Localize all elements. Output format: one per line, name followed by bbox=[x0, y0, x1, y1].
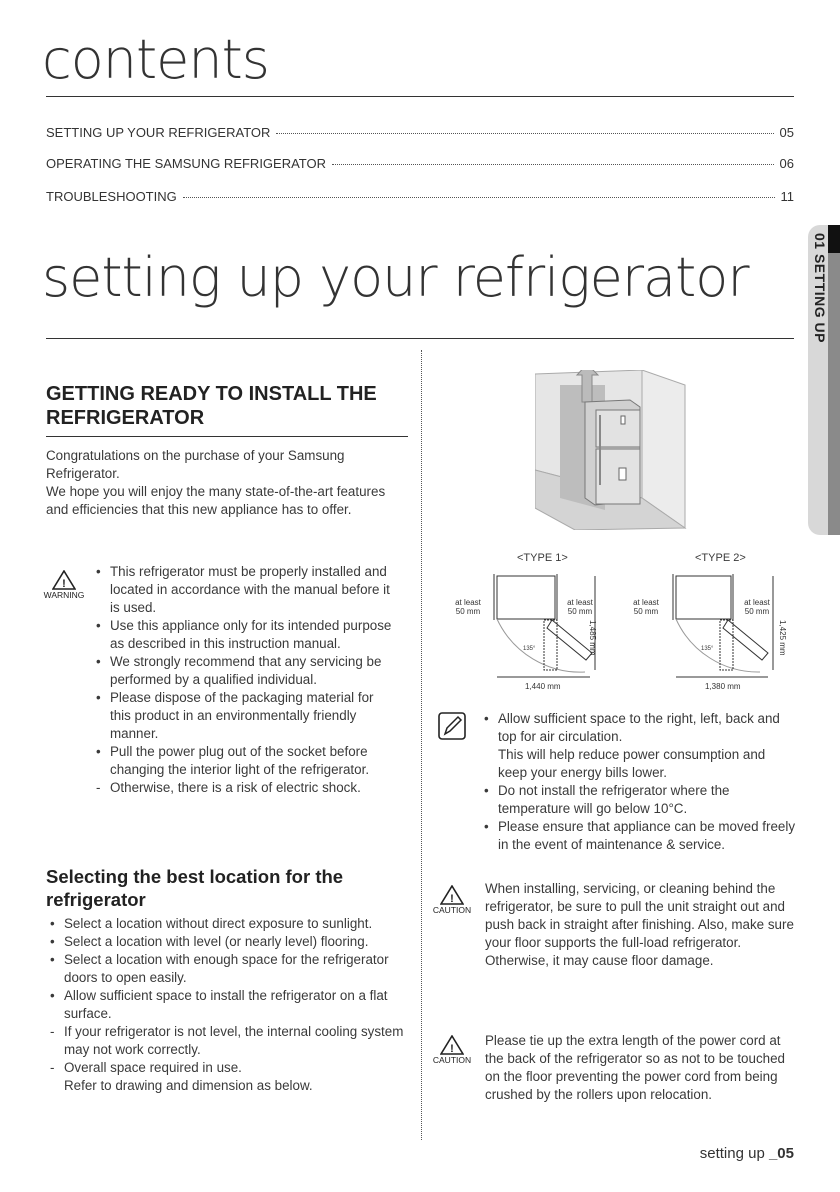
svg-text:!: ! bbox=[450, 893, 454, 905]
toc-page: 11 bbox=[780, 189, 794, 204]
warning-note: - Otherwise, there is a risk of electric shock. bbox=[92, 779, 392, 797]
type2-right-clearance: at least 50 mm bbox=[744, 598, 770, 616]
type1-width: 1,440 mm bbox=[525, 682, 561, 691]
column-divider bbox=[421, 350, 422, 1140]
note-item: • Do not install the refrigerator where the temperature will go below 10°C. bbox=[480, 782, 795, 818]
note-item: • Please ensure that appliance can be moved freely in the event of maintenance & service. bbox=[480, 818, 795, 854]
type2-left-clearance: at least 50 mm bbox=[633, 598, 659, 616]
type1-angle: 135° bbox=[523, 646, 536, 652]
note-item: • Allow sufficient space to the right, left, back and top for air circulation. bbox=[480, 710, 795, 746]
type2-width: 1,380 mm bbox=[705, 682, 741, 691]
location-item: • Select a location with enough space for the refrigerator doors to open easily. bbox=[46, 951, 408, 987]
location-item: • Allow sufficient space to install the refrigerator on a flat surface. bbox=[46, 987, 408, 1023]
note-extra: This will help reduce power consumption and keep your energy bills lower. bbox=[498, 747, 766, 780]
side-tab-label: 01 SETTING UP bbox=[812, 233, 828, 343]
type1-height: 1,485 mm bbox=[588, 620, 597, 656]
warning-item: • Please dispose of the packaging material for this product in an environmentally friendly manner. bbox=[92, 689, 392, 743]
page-footer bbox=[700, 1145, 794, 1162]
toc-label: TROUBLESHOOTING bbox=[46, 189, 177, 204]
warning-label: WARNING bbox=[43, 590, 85, 600]
warning-item: • We strongly recommend that any servicing be performed by a qualified individual. bbox=[92, 653, 392, 689]
caution-icon bbox=[430, 885, 474, 915]
caution-label: CAUTION bbox=[432, 905, 472, 915]
type2-title: <TYPE 2> bbox=[695, 552, 746, 564]
type1-left-clearance: at least 50 mm bbox=[455, 598, 481, 616]
clearance-diagrams bbox=[420, 540, 840, 700]
location-heading: Selecting the best location for the refrigerator bbox=[46, 866, 344, 910]
type1-title: <TYPE 1> bbox=[517, 552, 568, 564]
caution-text: When installing, servicing, or cleaning behind the refrigerator, be sure to pull the unit straight out and push back in straight after finishing. Also, make sure your floor supports the full-load refrigerator. bbox=[485, 881, 794, 950]
section-title: setting up your refrigerator bbox=[42, 246, 749, 309]
svg-text:!: ! bbox=[450, 1043, 454, 1055]
warning-item: • Use this appliance only for its intended purpose as described in this instruction manual. bbox=[92, 617, 392, 653]
caution-extra: Otherwise, it may cause floor damage. bbox=[485, 953, 714, 968]
location-note: - Overall space required in use. bbox=[46, 1059, 408, 1077]
fridge-illustration bbox=[535, 370, 695, 530]
intro-text: Congratulations on the purchase of your Samsung Refrigerator. bbox=[46, 448, 345, 481]
divider bbox=[46, 338, 794, 339]
contents-title: contents bbox=[42, 28, 269, 91]
type1-right-clearance: at least 50 mm bbox=[567, 598, 593, 616]
caution-icon bbox=[430, 1035, 474, 1065]
note-icon bbox=[438, 712, 466, 740]
toc-page: 05 bbox=[779, 125, 794, 140]
location-item: • Select a location without direct exposure to sunlight. bbox=[46, 915, 408, 933]
location-note: - If your refrigerator is not level, the internal cooling system may not work correctly. bbox=[46, 1023, 408, 1059]
caution-label: CAUTION bbox=[432, 1055, 472, 1065]
footer-label: setting up bbox=[699, 1145, 769, 1162]
warning-item: • Pull the power plug out of the socket before changing the interior light of the refrigerator. bbox=[92, 743, 392, 779]
install-heading: GETTING READY TO INSTALL THE REFRIGERATOR bbox=[46, 383, 377, 429]
type2-height: 1,425 mm bbox=[778, 620, 787, 656]
toc-label: OPERATING THE SAMSUNG REFRIGERATOR bbox=[46, 156, 327, 171]
location-ref: Refer to drawing and dimension as below. bbox=[64, 1078, 313, 1093]
svg-text:!: ! bbox=[62, 578, 66, 590]
toc-label: SETTING UP YOUR REFRIGERATOR bbox=[46, 125, 271, 140]
warning-item: • This refrigerator must be properly installed and located in accordance with the manual before it is used. bbox=[92, 563, 392, 617]
toc-page: 06 bbox=[779, 156, 794, 171]
intro-text: We hope you will enjoy the many state-of-the-art features and efficiencies that this new appliance has to offer. bbox=[46, 484, 386, 517]
toc-item[interactable] bbox=[46, 125, 794, 140]
caution-text: Please tie up the extra length of the power cord at the back of the refrigerator so as not to be touched on the floor preventing the power cord from being crushed by the rollers upon relocation. bbox=[485, 1033, 785, 1102]
divider bbox=[46, 96, 794, 97]
toc-item[interactable] bbox=[46, 189, 794, 204]
location-item: • Select a location with level (or nearly level) flooring. bbox=[46, 933, 408, 951]
toc-item[interactable] bbox=[46, 156, 794, 171]
type2-angle: 135° bbox=[701, 646, 714, 652]
warning-icon bbox=[42, 570, 86, 600]
page-number: _05 bbox=[768, 1145, 794, 1162]
section-side-tab[interactable] bbox=[808, 225, 840, 535]
